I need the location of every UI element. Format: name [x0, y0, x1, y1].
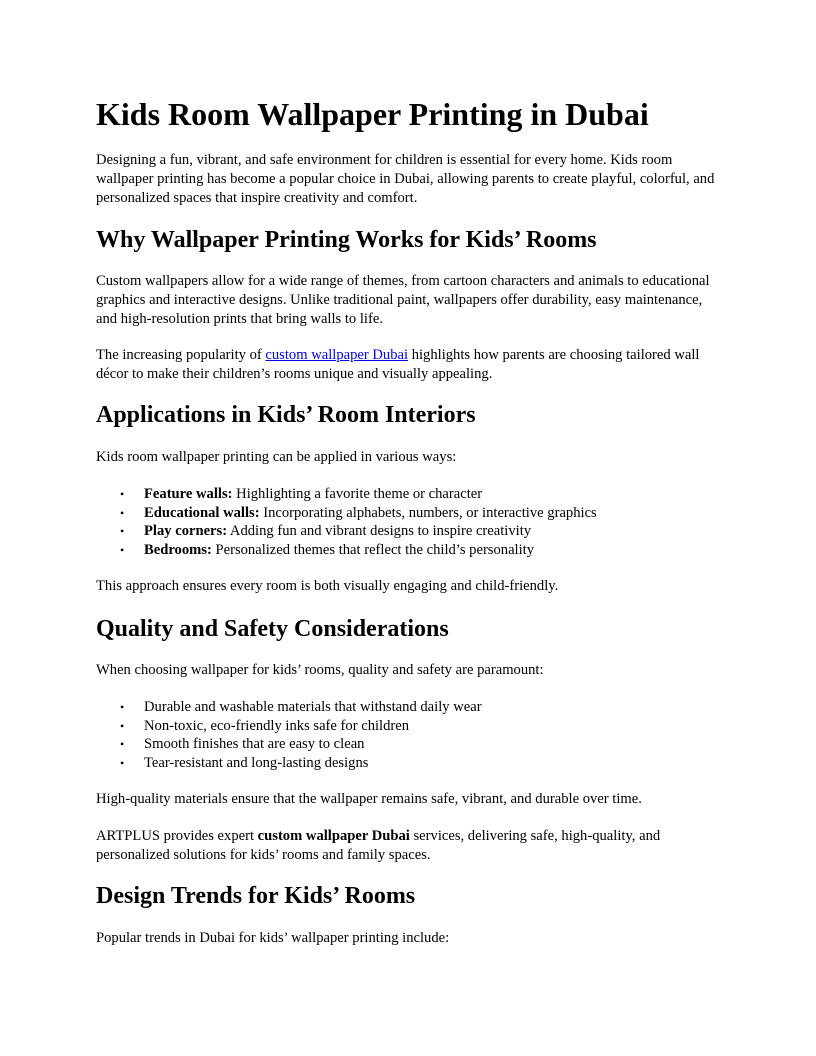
list-item-term: Feature walls: [144, 486, 233, 502]
list-item-text: Non-toxic, eco-friendly inks safe for children [144, 717, 410, 734]
list-item-text: Incorporating alphabets, numbers, or interactive graphics [259, 504, 597, 521]
bullet-icon: • [120, 755, 125, 770]
quality-paragraph-2 [96, 827, 726, 865]
quality-intro: When choosing wallpaper for kids’ rooms, quality and safety are paramount: [96, 662, 544, 678]
bullet-icon: • [120, 524, 125, 538]
list-item-term: Bedrooms: [144, 541, 212, 558]
why-paragraph-2 [96, 346, 726, 384]
why-paragraph-1: Custom wallpapers allow for a wide range of themes, from cartoon characters and animals to educational graphics and interactive designs. Unlike traditional paint, wallpapers offer durability, easy maintenance, and high-resolution prints that bring walls to life. [96, 273, 710, 327]
section-heading-why: Why Wallpaper Printing Works for Kids’ Rooms [96, 227, 597, 253]
list-item [96, 522, 726, 541]
list-item-text: Personalized themes that reflect the child’s personality [211, 541, 535, 558]
list-item-term: Educational walls: [144, 504, 260, 521]
bullet-icon: • [120, 505, 125, 520]
quality-paragraph-2-tail: services, delivering safe, high-quality, and personalized solutions for kids’ rooms and family spaces. [96, 828, 661, 863]
why-paragraph-2-tail: highlights how parents are choosing tailored wall décor to make their children’s rooms unique and visually appealing. [96, 347, 700, 382]
quality-list [96, 698, 726, 772]
custom-wallpaper-dubai-bold: custom wallpaper Dubai [257, 828, 410, 844]
quality-paragraph-2-lead: ARTPLUS provides expert [96, 828, 258, 844]
list-item [96, 717, 726, 736]
applications-intro: Kids room wallpaper printing can be applied in various ways: [96, 449, 457, 465]
page-title: Kids Room Wallpaper Printing in Dubai [96, 96, 649, 132]
section-heading-applications: Applications in Kids’ Room Interiors [96, 402, 476, 428]
list-item [96, 735, 726, 754]
list-item [96, 754, 726, 773]
list-item-text: Adding fun and vibrant designs to inspire creativity [227, 523, 532, 539]
section-heading-quality: Quality and Safety Considerations [96, 616, 449, 642]
list-item-text: Durable and washable materials that withstand daily wear [144, 699, 482, 715]
bullet-icon: • [120, 487, 125, 501]
applications-list [96, 485, 726, 559]
section-heading-trends: Design Trends for Kids’ Rooms [96, 883, 416, 909]
trends-intro: Popular trends in Dubai for kids’ wallpaper printing include: [96, 930, 450, 946]
bullet-icon: • [120, 737, 125, 751]
custom-wallpaper-dubai-link[interactable]: custom wallpaper Dubai [265, 347, 409, 363]
list-item-text: Highlighting a favorite theme or character [232, 486, 483, 502]
list-item-text: Tear-resistant and long-lasting designs [144, 754, 369, 771]
list-item [96, 541, 726, 560]
bullet-icon: • [120, 700, 125, 714]
list-item [96, 504, 726, 523]
why-paragraph-2-lead: The increasing popularity of [96, 347, 266, 363]
list-item [96, 698, 726, 717]
list-item-term: Play corners: [144, 523, 228, 539]
bullet-icon: • [120, 718, 125, 733]
bullet-icon: • [120, 542, 125, 557]
list-item-text: Smooth finishes that are easy to clean [144, 736, 365, 752]
intro-paragraph: Designing a fun, vibrant, and safe environment for children is essential for every home. Kids room wallpaper printing has become a popular choice in Dubai, allowing parents to create playful, colorful, and personalized spaces that inspire creativity and comfort. [96, 152, 715, 206]
list-item [96, 485, 726, 504]
applications-outro: This approach ensures every room is both visually engaging and child-friendly. [96, 578, 559, 594]
quality-paragraph-1: High-quality materials ensure that the wallpaper remains safe, vibrant, and durable over time. [96, 791, 642, 807]
